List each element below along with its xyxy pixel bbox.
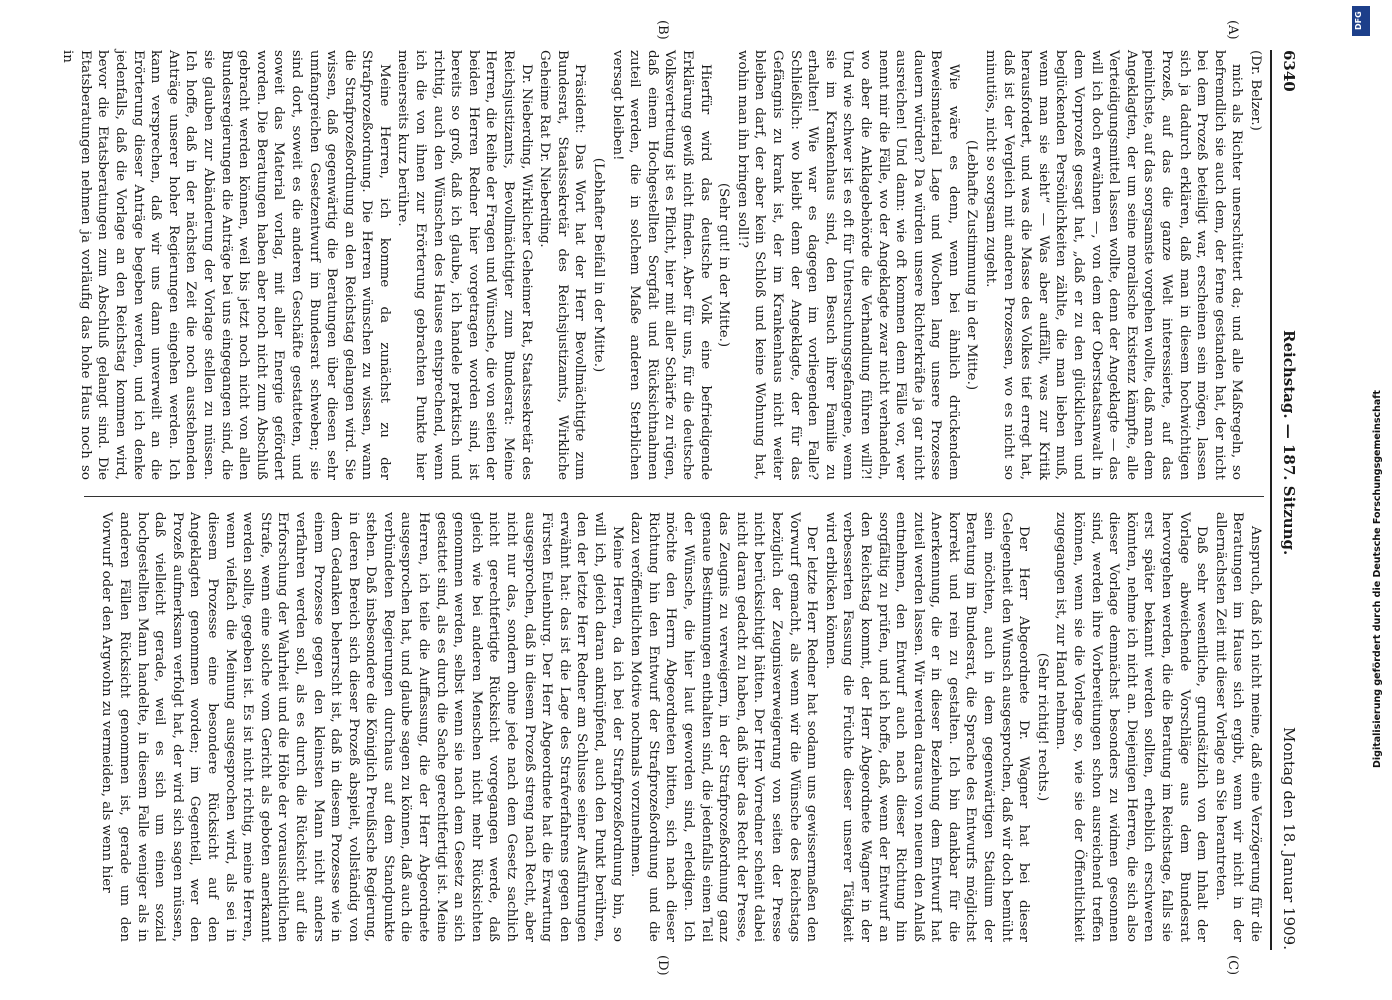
paragraph: Der Herr Abgeordnete Dr. Wagner hat bei dieser Gelegenheit den Wunsch ausgesprochen, daß wir doch bemüht sein möchten, auch in dem gegenwärtigen Stadium der Beratung im Bundesrat, die Sprache des Entwurfs möglichst korrekt und rein zu gestalten. Ich bin dankbar für die Anerkennung, die er in dieser Beziehung dem Entwurf hat zuteil werden lassen. Wir werden daraus von neuem den Anlaß entnehmen, den Entwurf auch nach dieser Richtung hin sorgfältig zu prüfen, und ich hoffe, daß, wenn der Entwurf an den Reichstag kommt, der Herr Abgeordnete Wagner in der verbesserten Fassung die Früchte dieser unserer Tätigkeit wird erblicken können. (822, 512, 1032, 942)
page-number: 6340 (1280, 50, 1298, 92)
paragraph: (Lebhafte Zustimmung in der Mitte.) (964, 139, 980, 391)
page-header (1274, 50, 1300, 950)
paragraph: (Sehr gut! in der Mitte.) (716, 182, 732, 348)
paragraph: Wie wäre es denn, wenn bei ähnlich drückendem Beweismaterial Lage und Wochen lang unsere Prozesse dauern würden? Da würden unsere Richterkräfte ja gar nicht ausreichen! Und dann: wie oft kommen denn Fälle vor, wer nennt mir die Fälle, wo der Angeklagte zwar nicht verhandeln, wo aber die Anklagebehörde die Verhandlung führen will?! Und wie schwer ist es oft für Untersuchungsgefangene, wenn sie im Krankenhaus sind, den Besuch ihrer Familie zu erhalten! Wie war es dagegen im vorliegenden Falle? Schließlich: wo bleibt denn der Angeklagte, der für das Gefängnis zu krank ist, der im Krankenhaus nicht weiter bleiben darf, der aber kein Schloß und keine Wohnung hat, wohin man ihn bringen soll!? (734, 50, 961, 480)
sidebar-credit (1352, 8, 1383, 768)
paragraph: Meine Herren, ich komme da zunächst zu der Strafprozeßordnung. Die Herren wünschen zu wissen, wann die Strafprozeßordnung an den Reichstag gelangen wird. Sie wissen, daß gegenwärtig die Beratungen über diesen sehr umfangreichen Gesetzentwurf im Bundesrat schweben; sie sind dort, soweit es die anderen Geschäfte gestatteten, und soweit das Material vorlag, mit aller Energie gefördert worden. Die Beratungen haben aber noch nicht zum Abschluß gebracht werden können, weil bis jetzt noch nicht von allen Bundesregierungen die Anträge bei uns eingegangen sind, die sie glauben zur Abänderung der Vorlage stellen zu müssen. Ich hoffe, daß in der nächsten Zeit die noch ausstehenden Anträge unserer hoher Regierungen eingehen werden. Ich kann versprechen, daß wir uns dann unverweilt an die Erörterung dieser Anträge begeben werden, und ich denke jedenfalls, daß die Vorlage an den Reichstag kommen wird, bevor die Etatsberatungen zum Abschluß gelangt sind. Die Etatsberatungen nehmen ja vorläufig das hohe Haus noch so in (60, 50, 392, 480)
marker-b: (B) (655, 20, 670, 40)
header-rule (1270, 50, 1272, 950)
marker-d: (D) (655, 955, 670, 976)
page-date: Montag den 18. Januar 1909. (1280, 726, 1298, 950)
rotated-page-content (60, 20, 1300, 976)
paragraph: Hierfür wird das deutsche Volk eine befriedigende Erklärung gewiß nicht finden. Aber für uns, für die deutsche Volksvertretung ist es Pflicht, hier mit aller Schärfe zu rügen, daß einem Hochgestellten Sorgfalt und Rücksichtnahmen zuteil werden, die in solchem Maße anderen Sterblichen versagt bleiben! (609, 50, 713, 480)
dfg-logo: DFG (1352, 6, 1370, 36)
paragraph: Der letzte Herr Redner hat sodann uns gewissermaßen den Vorwurf gemacht, als wenn wir die Wünsche des Reichstags bezüglich der Zeugnisverweigerung von seiten der Presse nicht berücksichtigt hätten. Der Herr Vorredner scheint dabei nicht daran gedacht zu haben, daß über das Recht der Presse, das Zeugnis zu verweigern, in der Strafprozeßordnung ganz genaue Bestimmungen enthalten sind, die jedenfalls einen Teil der Wünsche, die hier laut geworden sind, erledigen. Ich möchte den Herrn Abgeordneten bitten, sich nach dieser Richtung hin den Entwurf der Strafprozeßordnung und die dazu veröffentlichten Motive nochmals vorzunehmen. (628, 512, 820, 942)
paragraph: Präsident: Das Wort hat der Herr Bevollmächtigte zum Bundesrat, Staatssekretär des Reichsjustizamts, Wirkliche Geheime Rat Dr. Nieberding. (537, 50, 588, 480)
left-column (60, 50, 1264, 480)
paragraph: Dr. Nieberding, Wirklicher Geheimer Rat, Staatssekretär des Reichsjustizamts, Bevollmächtigter zum Bundesrat: Meine Herren, die Reihe der Fragen und Wünsche, die von seiten der beiden Herren Redner hier vorgetragen worden sind, ist bereits so groß, daß ich glaube, ich handele praktisch und richtig, auch den Wünschen des Hauses entsprechend, wenn ich die von ihnen zur Erörterung gebrachten Punkte hier meinerseits kurz berühre. (395, 50, 534, 480)
credit-text: Digitalisierung gefördert durch die Deutsche Forschungsgemeinschaft (1372, 390, 1383, 768)
right-column (84, 512, 1264, 942)
paragraph: Anspruch, daß ich nicht meine, daß eine Verzögerung für die Beratungen im Hause sich ergibt, wenn wir nicht in der allernächsten Zeit mit dieser Vorlage an Sie herantreten. (1212, 512, 1263, 942)
paragraph: Meine Herren, da ich bei der Strafprozeßordnung bin, so will ich, gleich daran anknüpfend, auch den Punkt berühren, den der letzte Herr Redner am Schlusse seiner Ausführungen erwähnt hat: das ist die Lage des Strafverfahrens gegen den Fürsten Eulenburg. Der Herr Abgeordnete hat die Erwartung ausgesprochen, daß in diesem Prozeß streng nach Recht, aber nicht nur das, sondern ohne jede nach dem Gesetz sachlich nicht gerechtfertigte Rücksicht vorgegangen werde, daß gleich wie bei anderen Menschen nicht mehr Rücksichten genommen werden, selbst wenn sie nach dem Gesetz an sich gestattet sind, als es durch die Sache gerechtfertigt ist. Meine Herren, ich teile die Auffassung, die der Herr Abgeordnete ausgesprochen hat, und glaube sagen zu können, daß auch die verbündeten Regierungen durchaus auf dem Standpunkte stehen. Daß insbesondere die Königlich Preußische Regierung, in deren Bereich sich dieser Prozeß abspielt, vollständig von dem Gedanken beherrscht ist, daß in diesem Prozesse wie in einem Prozesse gegen den kleinsten Mann nicht anders verfahren werden soll, als es durch die Rücksicht auf die Erforschung der Wahrheit und die Höhe der voraussichtlichen Strafe, wenn eine solche vom Gericht als geboten anerkannt werden sollte, gegeben ist. Es ist nicht richtig, meine Herren, wenn vielfach die Meinung ausgesprochen wird, als sei in diesem Prozesse eine besondere Rücksicht auf den Angeklagten genommen worden; im Gegenteil, wer den Prozeß aufmerksam verfolgt hat, der wird sich sagen müssen, daß vielleicht gerade, weil es sich um einen sozial hochgestellten Mann handelte, in diesem Falle weniger als in anderen Fällen Rücksicht genommen ist, gerade um den Vorwurf oder den Argwohn zu vermeiden, als wenn hier (99, 512, 625, 942)
paragraph: mich als Richter unerschüttert da; und alle Maßregeln, so befremdlich sie auch dem, der ferne gestanden hat, der nicht bei dem Prozeß beteiligt war, erscheinen sein mögen, lassen sich ja dadurch erklären, daß man in diesem hochwichtigen Prozeß, auf das die ganze Welt interessierte, auf das peinlichste, auf das sorgsamste vorgehen wollte, daß man dem Angeklagten, der um seine moralische Existenz kämpfte, alle Verteidigungsmittel lassen wollte, denn der Angeklagte — das will ich doch erwähnen —, von dem der Oberstaatsanwalt in dem Vorprozeß gesagt hat, „daß er zu den glücklichen und beglückenden Persönlichkeiten zählte, die man lieben muß, wenn man sie sieht“ — Was aber auffällt, was zur Kritik herausfordert, und was die Masse des Volkes tief erregt hat, daß ist der Vergleich mit anderen Prozessen, wo es nicht so minutiös, nicht so sorgsam zugeht. (983, 50, 1245, 480)
paragraph: (Dr. Belzer.) (1248, 50, 1263, 131)
marker-a: (A) (1225, 20, 1240, 40)
paragraph: (Lebhafter Beifall in der Mitte.) (591, 157, 607, 373)
page-title: Reichstag. — 187. Sitzung. (1280, 330, 1298, 556)
paragraph: (Sehr richtig! rechts.) (1034, 652, 1050, 802)
column-divider (84, 496, 1264, 497)
paragraph: Daß sehr wesentliche, grundsätzlich von dem Inhalt der Vorlage abweichende Vorschläge aus dem Bundesrat hervorgehen werden, die die Beratung im Reichstage, falls sie erst später bekannt werden sollten, erheblich erschweren könnten, nehme ich nicht an. Diejenigen Herren, die sich also dieser Vorlage demnächst besonders zu widmen gesonnen sind, werden ihre Vorbereitungen schon ausreichend treffen können, wenn sie die Vorlage so, wie sie der Öffentlichkeit zugegangen ist, zur Hand nehmen. (1053, 512, 1210, 942)
marker-c: (C) (1225, 955, 1240, 976)
